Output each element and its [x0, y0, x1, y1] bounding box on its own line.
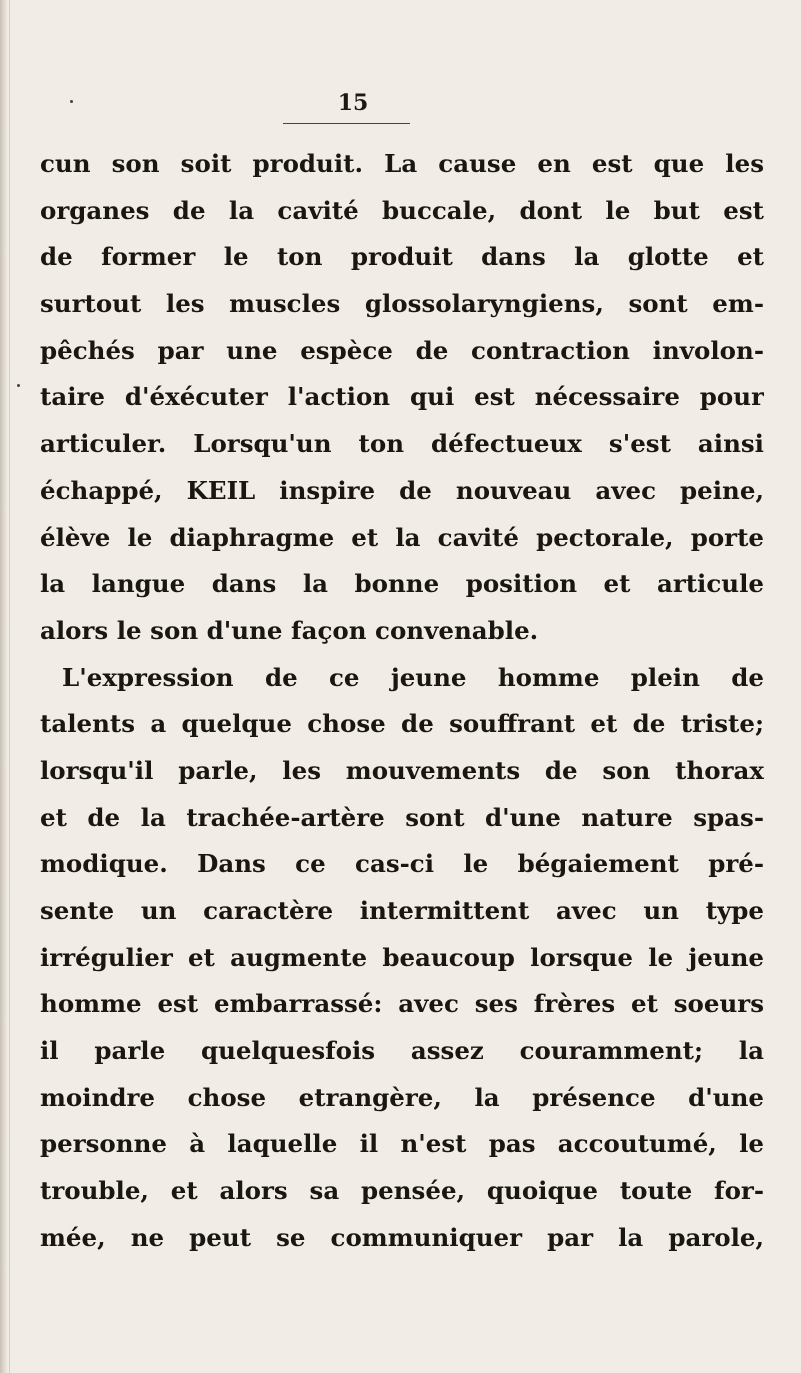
- text-line: pêchés par une espèce de contraction involon-: [40, 335, 764, 365]
- text-line: organes de la cavité buccale, dont le but est: [40, 195, 764, 225]
- ink-speck: [17, 384, 20, 387]
- page-edge-line: [9, 0, 10, 1373]
- text-line: échappé, KEIL inspire de nouveau avec peine,: [40, 475, 764, 505]
- text-line: lorsqu'il parle, les mouvements de son thorax: [40, 755, 764, 785]
- page-number: 15: [337, 90, 369, 116]
- page-number-rule: [283, 123, 410, 124]
- text-line: cun son soit produit. La cause en est que les: [40, 149, 764, 178]
- text-line: irrégulier et augmente beaucoup lorsque le jeune: [40, 942, 764, 972]
- text-line: homme est embarrassé: avec ses frères et soeurs: [40, 989, 764, 1019]
- text-line: élève le diaphragme et la cavité pectorale, porte: [40, 522, 764, 552]
- text-line: taire d'éxécuter l'action qui est nécessaire pour: [40, 382, 764, 412]
- text-line: et de la trachée-artère sont d'une nature spas-: [40, 802, 764, 832]
- body-text: [40, 141, 764, 1262]
- text-line: personne à laquelle il n'est pas accoutumé, le: [40, 1129, 764, 1159]
- text-line: mée, ne peut se communiquer par la parole,: [40, 1222, 764, 1252]
- paragraph-end-line: alors le son d'une façon convenable.: [40, 615, 539, 645]
- text-line: la langue dans la bonne position et articule: [40, 569, 764, 599]
- page-header: [0, 90, 801, 130]
- ink-speck: [70, 100, 73, 103]
- text-line: surtout les muscles glossolaryngiens, sont em-: [40, 289, 764, 319]
- text-line: talents a quelque chose de souffrant et de triste;: [40, 709, 764, 739]
- text-line: sente un caractère intermittent avec un type: [40, 896, 764, 925]
- page-binding-edge: [0, 0, 8, 1373]
- text-line: de former le ton produit dans la glotte et: [40, 242, 764, 272]
- text-line: moindre chose etrangère, la présence d'une: [40, 1082, 764, 1112]
- text-line: articuler. Lorsqu'un ton défectueux s'est ainsi: [40, 429, 764, 459]
- text-line: trouble, et alors sa pensée, quoique toute for-: [40, 1176, 764, 1206]
- paragraph-start-line: L'expression de ce jeune homme plein de: [62, 662, 764, 692]
- text-line: il parle quelquesfois assez couramment; la: [40, 1036, 764, 1066]
- text-line: modique. Dans ce cas-ci le bégaiement pré-: [40, 849, 764, 879]
